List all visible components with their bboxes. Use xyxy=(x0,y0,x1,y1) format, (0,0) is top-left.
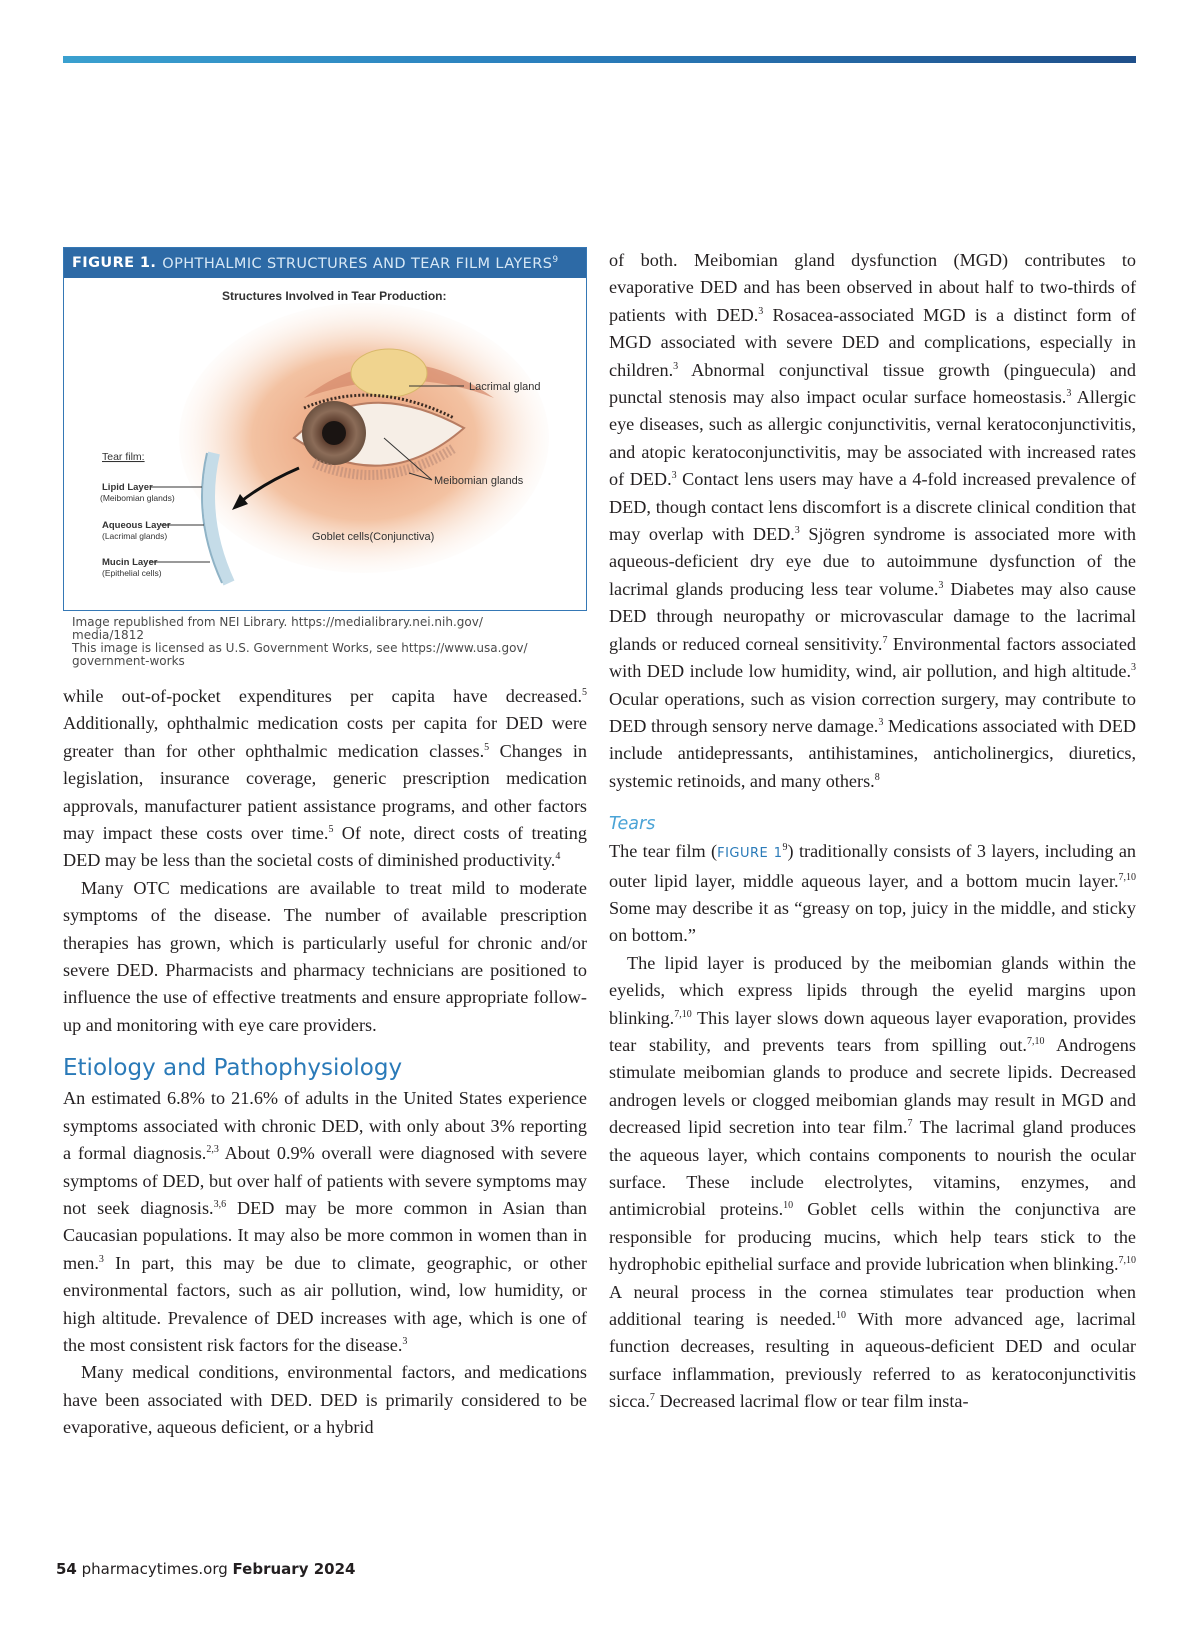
text-run: Rosacea-associated MGD is a distinct form of MGD associated with severe DED and complications, especially in children. xyxy=(609,304,1136,380)
text-run: The lipid layer is produced by the meibomian glands within the eyelids, which express lipids through the eyelid margins upon blinking. xyxy=(609,952,1136,1028)
lacrimal-gland-label: Lacrimal gland xyxy=(469,381,541,393)
text-run: Abnormal conjunctival tissue growth (pinguecula) and punctal stenosis may also impact ocular surface homeostasis. xyxy=(609,359,1136,408)
text-run: About 0.9% overall were diagnosed with severe symptoms of DED, but over half of patients with severe symptoms may not seek diagnosis. xyxy=(63,1143,587,1218)
right-paragraph-2 xyxy=(609,838,1136,950)
lipid-layer-label: Lipid Layer xyxy=(102,482,153,493)
citation: 9 xyxy=(782,842,788,854)
section-heading-tears: Tears xyxy=(609,814,656,835)
left-paragraph-3 xyxy=(63,1085,587,1359)
citation: 3 xyxy=(758,305,764,317)
citation: 3,6 xyxy=(213,1198,227,1210)
figure-1 xyxy=(63,247,587,611)
text-run: Of note, direct costs of treating DED may be less than the societal costs of diminished productivity. xyxy=(63,823,587,871)
eye-diagram xyxy=(64,278,586,608)
figure-title-ref: 9 xyxy=(552,254,559,265)
citation: 8 xyxy=(874,771,880,783)
citation: 3 xyxy=(878,716,884,728)
text-run: Some may describe it as “greasy on top, juicy in the middle, and sticky on bottom.” xyxy=(609,897,1136,946)
citation: 7,10 xyxy=(1118,871,1136,883)
citation: 3 xyxy=(794,525,800,536)
page-footer xyxy=(56,1560,355,1578)
citation: 7 xyxy=(649,1392,655,1404)
citation: 3 xyxy=(673,360,679,372)
text-run: Sjögren syndrome is associated more with aqueous-deficient dry eye due to autoimmune dysfunction of the lacrimal glands producing less tear volume. xyxy=(609,524,1136,599)
mucin-layer-label: Mucin Layer xyxy=(102,557,158,568)
citation: 7,10 xyxy=(674,1008,692,1020)
figure-header xyxy=(64,248,586,278)
text-run: The tear film ( xyxy=(609,841,718,862)
text-run: An estimated 6.8% to 21.6% of adults in the United States experience symptoms associated with chronic DED, with only about 3% reporting a formal diagnosis. xyxy=(63,1088,587,1164)
citation: 2,3 xyxy=(206,1144,219,1156)
page-number: 54 xyxy=(56,1560,77,1578)
left-paragraph-2: Many OTC medications are available to treat mild to moderate symptoms of the disease. The number of available prescription therapies has grown, which is particularly useful for chronic and/or severe DED. Pharmacists and pharmacy technicians are positioned to influence the use of effective treatments and ensure appropriate follow-up and monitoring with eye care providers. xyxy=(63,877,587,1035)
figure-credit xyxy=(72,616,587,668)
citation: 7 xyxy=(907,1118,913,1130)
credit-license: This image is licensed as U.S. Government Works, see https://www.usa.gov/ government-works xyxy=(72,641,528,668)
right-paragraph-1 xyxy=(609,247,1136,795)
text-run: Changes in legislation, insurance coverage, generic prescription medication approvals, manufacturer patient assistance programs, and other factors may impact these costs over time. xyxy=(63,740,587,844)
text-run: of both. Meibomian gland dysfunction (MGD) contributes to evaporative DED and has been observed in about half to two-thirds of patients with DED. xyxy=(609,250,1136,325)
diagram-heading: Structures Involved in Tear Production: xyxy=(222,289,447,303)
text-run: Diabetes may also cause DED through neuropathy or microvascular damage to the lacrimal glands or reduced corneal sensitivity. xyxy=(609,578,1136,654)
citation: 5 xyxy=(328,823,334,835)
right-column xyxy=(609,247,1136,1416)
citation: 3 xyxy=(98,1253,104,1265)
citation: 3 xyxy=(402,1335,408,1347)
citation: 5 xyxy=(582,686,587,698)
eye-illustration xyxy=(64,278,585,608)
goblet-cells-label: Goblet cells(Conjunctiva) xyxy=(312,531,435,543)
citation: 10 xyxy=(835,1309,846,1321)
section-heading-etiology: Etiology and Pathophysiology xyxy=(63,1055,403,1082)
text-run: while out-of-pocket expenditures per capita have decreased. xyxy=(63,686,582,706)
footer-issue: February 2024 xyxy=(232,1560,356,1578)
citation: 3 xyxy=(1131,662,1136,674)
footer-site[interactable]: pharmacytimes.org xyxy=(76,1560,233,1578)
text-run: DED may be more common in Asian than Caucasian populations. It may also be more common in women than in men. xyxy=(63,1197,587,1273)
text-run: Goblet cells within the conjunctiva are responsible for producing mucins, which help tears stick to the hydrophobic epithelial surface and provide lubrication when blinking. xyxy=(609,1199,1137,1275)
citation: 3 xyxy=(1066,387,1072,399)
citation: 7,10 xyxy=(1118,1255,1136,1267)
citation: 5 xyxy=(484,741,490,753)
text-run: Decreased lacrimal flow or tear film insta- xyxy=(654,1391,969,1412)
text-run: Allergic eye diseases, such as allergic conjunctivitis, vernal keratoconjunctivitis, and atopic keratoconjunctivitis, may be associated with increased rates of DED. xyxy=(609,387,1137,490)
lipid-layer-sub: (Meibomian glands) xyxy=(100,493,175,503)
left-column xyxy=(63,683,587,1442)
top-accent-rule xyxy=(63,56,1136,63)
aqueous-layer-sub: (Lacrimal glands) xyxy=(102,531,168,541)
pupil xyxy=(322,421,346,445)
figure-title xyxy=(162,255,558,272)
text-run: The lacrimal gland produces the aqueous layer, which contains components to nourish the ocular surface. These include electrolytes, vitamins, enzymes, and antimicrobial proteins. xyxy=(609,1117,1136,1220)
citation: 3 xyxy=(671,470,677,482)
text-run: ) traditionally consists of 3 layers, including an outer lipid layer, middle aqueous layer, and a bottom mucin layer. xyxy=(609,841,1136,891)
text-run: Environmental factors associated with DED include low humidity, wind, air pollution, and high altitude. xyxy=(609,633,1136,682)
right-paragraph-3 xyxy=(609,950,1136,1416)
text-run: Contact lens users may have a 4-fold increased prevalence of DED, though contact lens discomfort is a discrete clinical condition that may overlap with DED. xyxy=(609,469,1137,545)
credit-source: Image republished from NEI Library. https://medialibrary.nei.nih.gov/ media/1812 xyxy=(72,615,483,642)
text-run: Additionally, ophthalmic medication costs per capita for DED were greater than for other ophthalmic medication classes. xyxy=(63,713,587,761)
citation: 3 xyxy=(938,579,944,591)
citation: 7,10 xyxy=(1026,1035,1045,1047)
mucin-layer-sub: (Epithelial cells) xyxy=(102,568,162,578)
aqueous-layer-label: Aqueous Layer xyxy=(102,520,171,531)
text-run: Ocular operations, such as vision correction surgery, may contribute to DED through sensory nerve damage. xyxy=(609,688,1136,736)
text-run: A neural process in the cornea stimulates tear production when additional tearing is needed. xyxy=(609,1281,1136,1330)
lacrimal-gland-shape xyxy=(351,349,427,397)
text-run: With more advanced age, lacrimal function decreases, resulting in aqueous-deficient DED and ocular surface inflammation, previously referred to as keratoconjunctivitis sicca. xyxy=(609,1309,1136,1412)
citation: 7 xyxy=(882,634,888,646)
meibomian-glands-label: Meibomian glands xyxy=(434,475,524,487)
tear-film-label: Tear film: xyxy=(102,451,145,463)
figure-title-text: OPHTHALMIC STRUCTURES AND TEAR FILM LAYERS xyxy=(162,255,553,272)
left-paragraph-1 xyxy=(63,683,587,875)
citation: 10 xyxy=(783,1200,794,1212)
text-run: Medications associated with DED include antidepressants, antihistamines, anticholinergics, diuretics, systemic retinoids, and many others. xyxy=(609,715,1136,791)
figure-number: FIGURE 1. xyxy=(72,255,157,271)
text-run: In part, this may be due to climate, geographic, or other environmental factors, such as air pollution, wind, low humidity, or high altitude. Prevalence of DED increases with age, which is one of the most consistent risk factors for the disease. xyxy=(63,1252,587,1355)
citation: 4 xyxy=(555,851,561,863)
left-paragraph-4: Many medical conditions, environmental factors, and medications have been associated with DED. DED is primarily considered to be evaporative, aqueous deficient, or a hybrid xyxy=(63,1362,587,1438)
text-run: This layer slows down aqueous layer evaporation, provides tear stability, and prevents tears from spilling out. xyxy=(609,1007,1136,1055)
text-run: Androgens stimulate meibomian glands to produce and secrete lipids. Decreased androgen levels or clogged meibomian glands may result in MGD and decreased lipid secretion into tear film. xyxy=(609,1034,1136,1138)
figure-reference-link[interactable]: FIGURE 1 xyxy=(717,846,783,862)
